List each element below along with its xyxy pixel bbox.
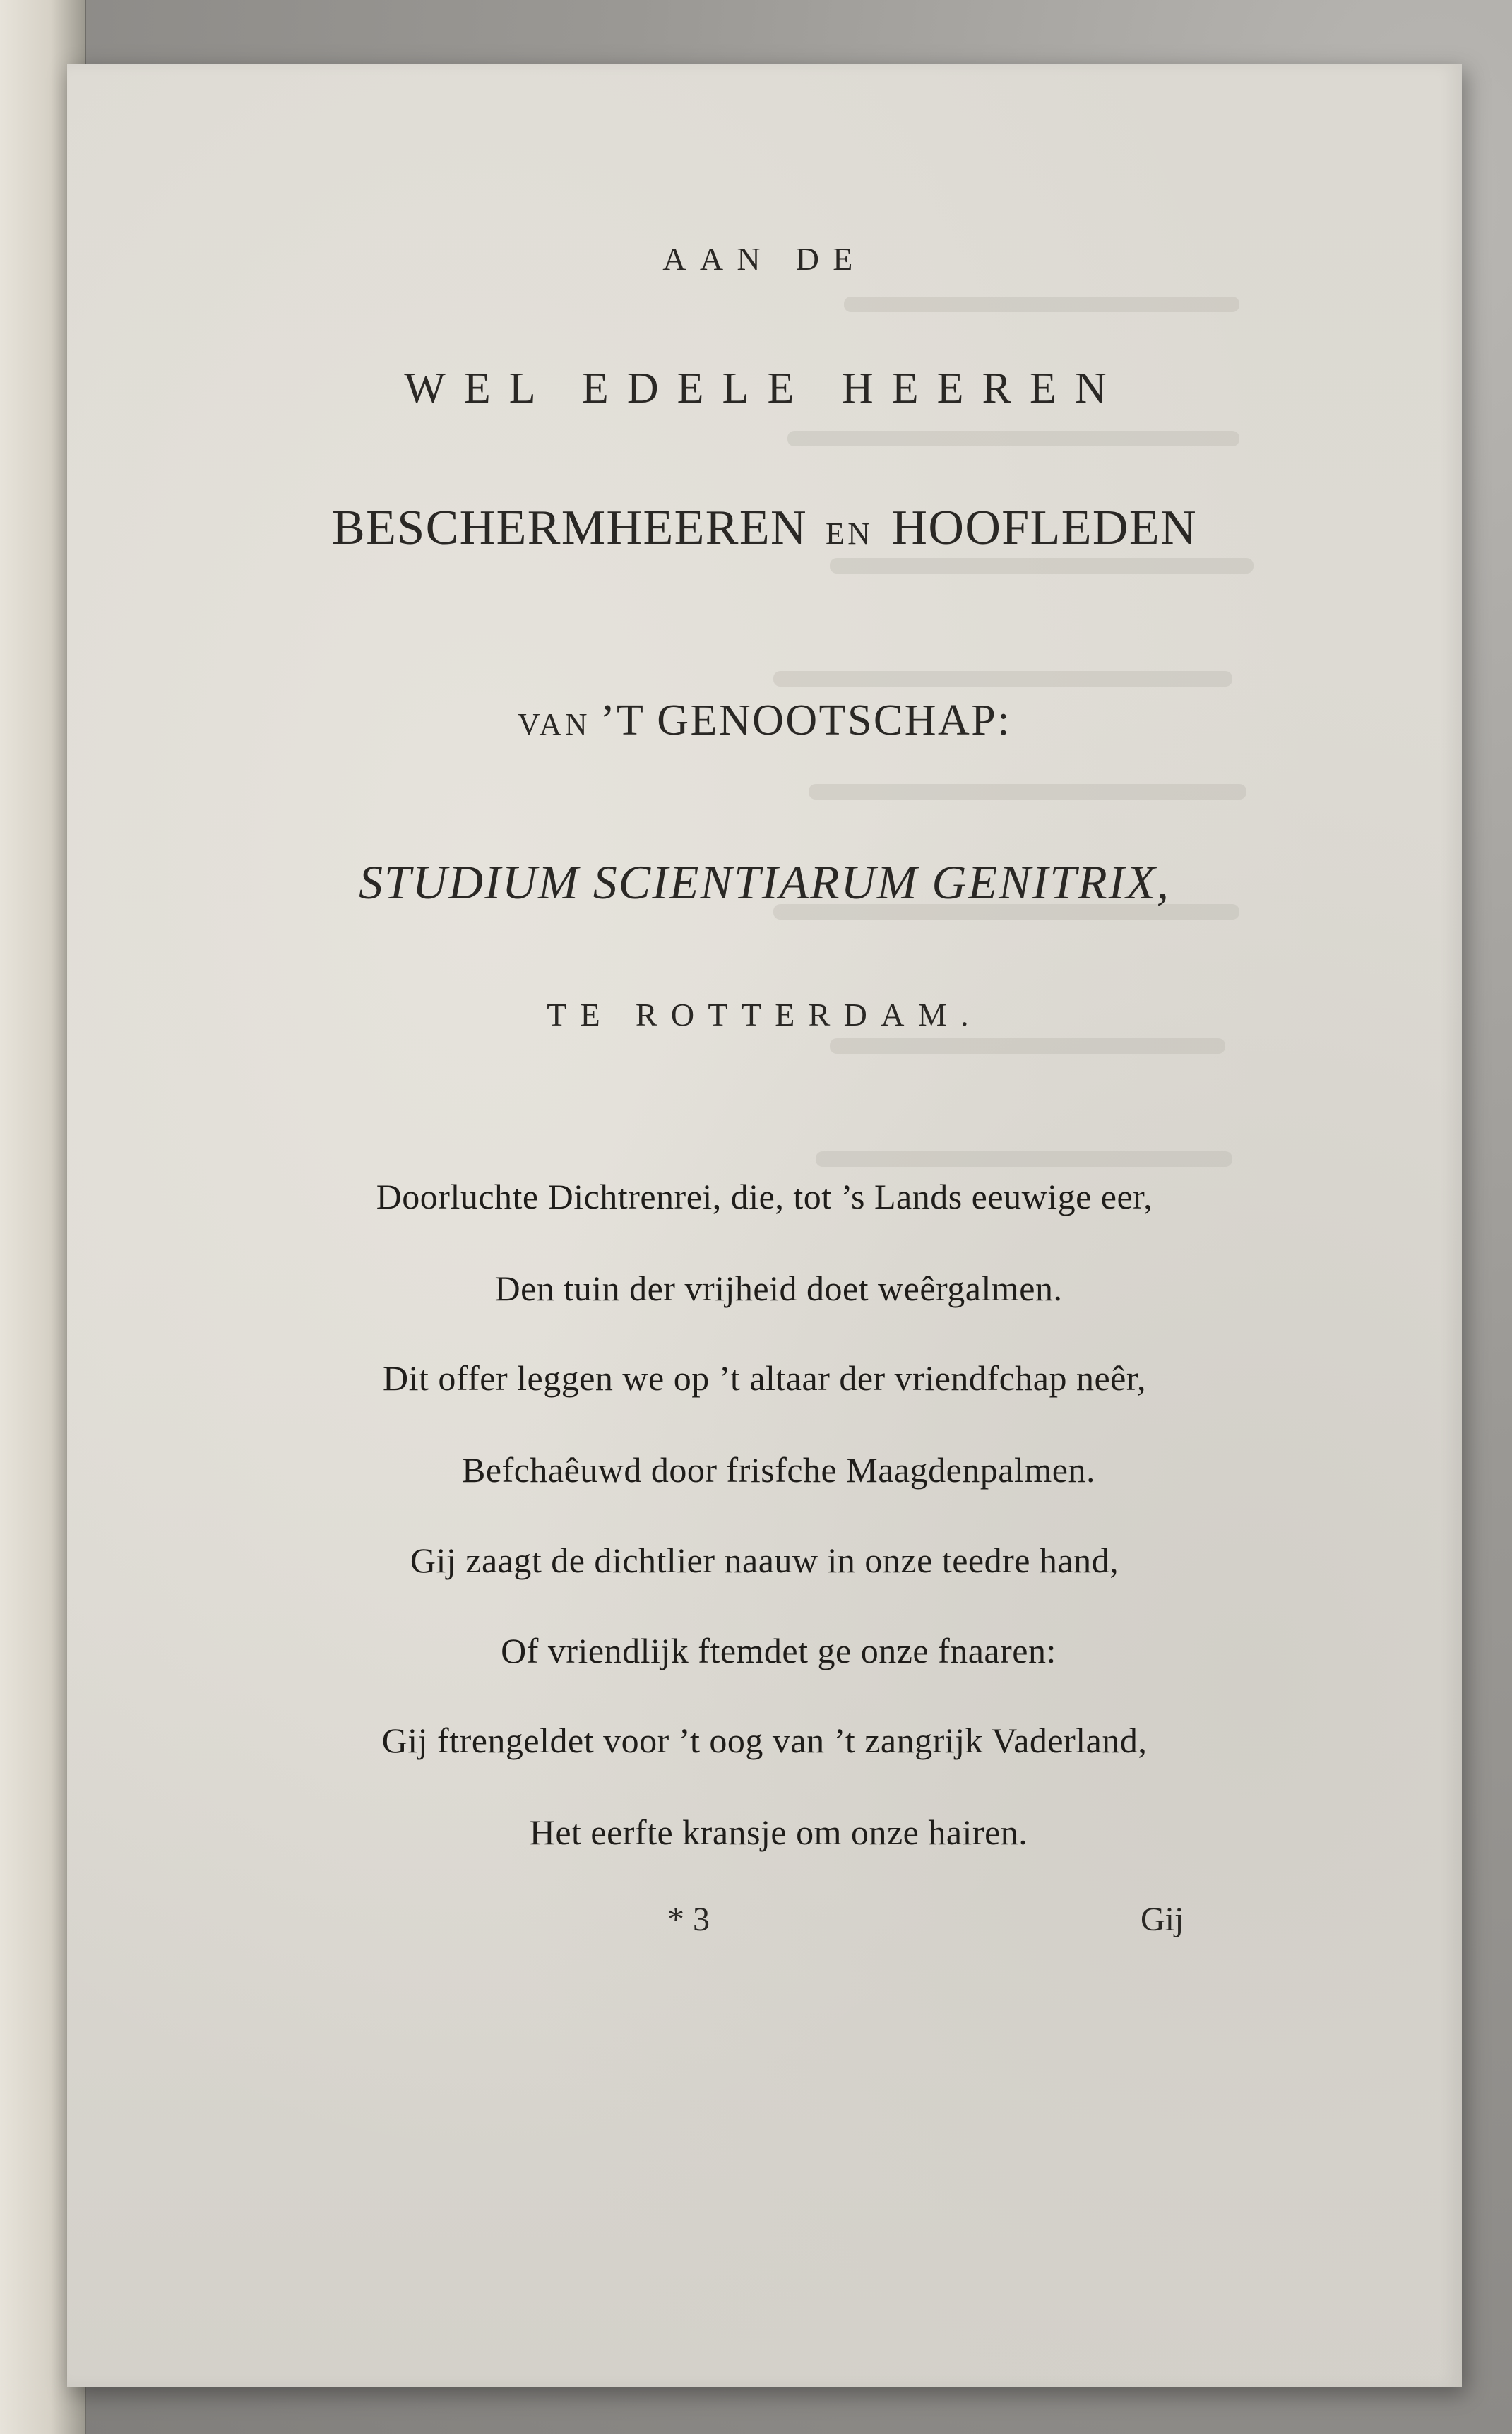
- heading-beschermheeren-hoofleden: [67, 500, 1462, 557]
- verse-line-8: Het eerfte kransje om onze hairen.: [529, 1812, 1028, 1852]
- verse-line-3: Dit offer leggen we op ’t altaar der vriendfchap neêr,: [382, 1358, 1146, 1398]
- verse-line-5: Gij zaagt de dichtlier naauw in onze teedre hand,: [410, 1540, 1119, 1580]
- word-van: VAN: [518, 707, 590, 742]
- heading-van-t-genootschap: [67, 696, 1462, 746]
- word-genootschap: ’T GENOOTSCHAP:: [600, 696, 1011, 744]
- verse-line-7: Gij ftrengeldet voor ’t oog van ’t zangrijk Vaderland,: [381, 1721, 1148, 1760]
- verse-line-4: Befchaêuwd door frisfche Maagdenpalmen.: [462, 1450, 1095, 1490]
- catchword: Gij: [1141, 1901, 1184, 1938]
- verse-line-1: Doorluchte Dichtrenrei, die, tot ’s Lands eeuwige eer,: [376, 1177, 1153, 1216]
- signature-mark: * 3: [667, 1901, 710, 1938]
- verse-line-6: Of vriendlijk ftemdet ge onze fnaaren:: [501, 1631, 1056, 1670]
- heading-te-rotterdam: TE ROTTERDAM.: [547, 997, 982, 1033]
- word-beschermheeren: BESCHERMHEEREN: [331, 501, 807, 555]
- verse-line-2: Den tuin der vrijheid doet weêrgalmen.: [494, 1269, 1063, 1308]
- word-en: EN: [825, 516, 874, 551]
- heading-wel-edele-heeren: WEL EDELE HEEREN: [404, 364, 1125, 412]
- heading-aan-de: AAN DE: [662, 241, 867, 277]
- heading-society-name: STUDIUM SCIENTIARUM GENITRIX,: [359, 855, 1170, 909]
- book-page: [67, 64, 1462, 2387]
- word-hoofleden: HOOFLEDEN: [891, 501, 1197, 555]
